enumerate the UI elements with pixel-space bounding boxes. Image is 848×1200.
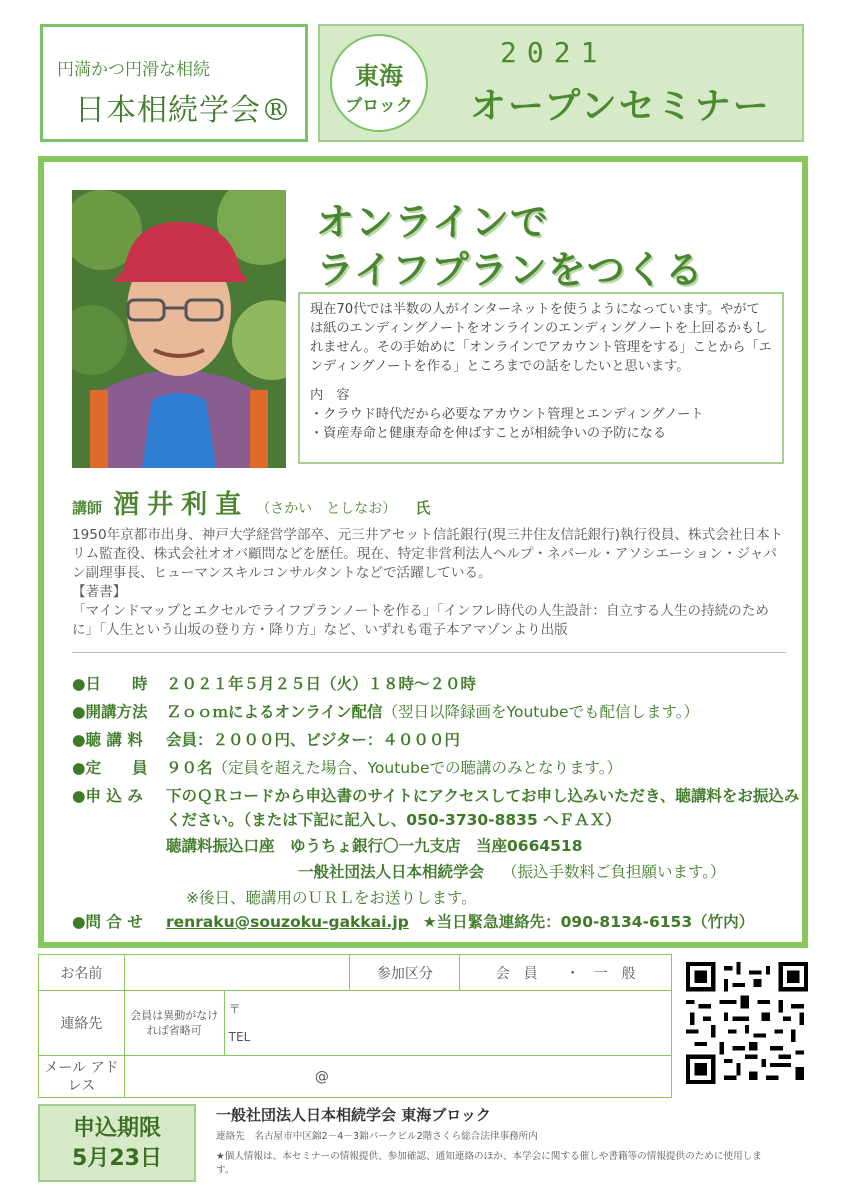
lecturer-photo	[72, 190, 286, 468]
email-label: メール アドレス	[39, 1056, 125, 1098]
capacity-note: （定員を超えた場合、Youtubeでの聴講のみとなります。）	[212, 759, 623, 777]
tel-label: TEL	[228, 1030, 251, 1044]
books-heading: 【著書】	[72, 584, 127, 600]
lecturer-kana: （さかい としなお）	[256, 501, 397, 517]
contact-field[interactable]	[224, 991, 671, 1056]
lecturer-name: 酒井利直	[113, 490, 250, 520]
contact-label: 連絡先	[39, 991, 125, 1056]
footer-address: 連絡先 名古屋市中区錦2－4－3錦パークビル2階さくら総合法律事務所内	[216, 1131, 538, 1142]
payee-name: 一般社団法人日本相続学会	[298, 863, 485, 881]
seminar-details-frame	[38, 156, 808, 948]
contact-note: 会員は異動がなければ省略可	[124, 991, 224, 1056]
category-options[interactable]: 会 員 ・ 一 般	[460, 955, 672, 991]
footer-organization: 一般社団法人日本相続学会 東海ブロック	[216, 1106, 491, 1124]
block-region: 東海	[355, 62, 403, 90]
info-fee	[72, 728, 802, 750]
name-label: お名前	[39, 955, 125, 991]
description-paragraph: 現在70代では半数の人がインターネットを使うようになっています。やがては紙のエンディングノートをオンラインのエンディングノートを上回るかもしれません。その手始めに「オンラインでアカウント管理をする」ことから「エンディングノートを作る」ところまでの話をしたいと思います。	[310, 302, 772, 374]
deadline-date: 5月23日	[72, 1146, 162, 1171]
method-value: Ｚｏｏｍによるオンライン配信	[166, 703, 383, 721]
category-label: 参加区分	[350, 955, 460, 991]
block-badge	[330, 34, 428, 132]
lecturer-portrait-image	[72, 190, 286, 468]
info-payee	[298, 860, 848, 882]
lecturer-honorific: 氏	[415, 499, 431, 517]
seminar-title-line2: ライフプランをつくる	[316, 248, 704, 292]
info-bank-account: 聴講料振込口座 ゆうちょ銀行〇一九支店 当座0664518	[166, 837, 583, 855]
lecturer-bio	[72, 526, 788, 640]
method-note: （翌日以降録画をYoutubeでも配信します。）	[382, 703, 700, 721]
email-field[interactable]	[124, 1056, 671, 1098]
lecturer-role: 講師	[72, 499, 103, 517]
application-deadline	[38, 1104, 196, 1182]
name-field[interactable]	[124, 955, 350, 991]
info-url-note	[186, 886, 848, 908]
apply-label: ●申 込 み	[72, 787, 143, 805]
seminar-heading: オープンセミナー	[470, 86, 771, 127]
deadline-label: 申込期限	[72, 1116, 161, 1141]
block-label: ブロック	[345, 96, 413, 116]
contact-email-link[interactable]: renraku@souzoku-gakkai.jp	[166, 913, 409, 931]
header-title-box	[318, 24, 804, 142]
payee-note: （振込手数料ご負担願います。）	[502, 863, 726, 881]
content-item: ・資産寿命と健康寿命を伸ばすことが相続争いの予防になる	[310, 426, 667, 441]
tagline: 円満かつ円滑な相続	[57, 60, 210, 80]
content-heading: 内 容	[310, 388, 350, 403]
at-mark: @	[314, 1068, 329, 1085]
info-apply	[72, 784, 802, 806]
capacity-label: ●定 員	[72, 759, 148, 777]
application-form	[38, 954, 672, 1098]
fee-value: 会員：２０００円、ビジター：４０００円	[166, 731, 460, 749]
info-date	[72, 672, 802, 694]
divider	[72, 652, 786, 653]
organization-name: 日本相続学会®	[75, 93, 292, 128]
header-logo-box	[40, 24, 308, 142]
postal-mark: 〒	[228, 1002, 241, 1016]
date-value: ２０２１年５月２５日（火）１８時～２０時	[166, 675, 477, 693]
content-item: ・クラウド時代だから必要なアカウント管理とエンディングノート	[310, 407, 704, 422]
emergency-contact: ★当日緊急連絡先：090-8134-6153（竹内）	[422, 913, 755, 931]
qr-code-icon	[686, 962, 808, 1084]
apply-line: 下のＱＲコードから申込書のサイトにアクセスしてお申し込みいただき、聴講料をお振込み	[166, 787, 800, 805]
privacy-note: ★個人情報は、本セミナーの情報提供、参加確認、通知連絡のほか、本学会に関する催しや書籍等の情報提供のために使用します。	[216, 1151, 762, 1176]
seminar-title	[316, 198, 704, 294]
contact-label: ●問 合 せ	[72, 913, 143, 931]
date-label: ●日 時	[72, 675, 148, 693]
info-contact	[72, 910, 802, 932]
info-method	[72, 700, 802, 722]
method-label: ●開講方法	[72, 703, 148, 721]
books-list: 「マインドマップとエクセルでライフプランノートを作る」「インフレ時代の人生設計：自立する人生の持続のために」「人生という山坂の登り方・降り方」など、いずれも電子本アマゾンより出版	[72, 603, 769, 638]
seminar-title-line1: オンラインで	[316, 200, 549, 244]
capacity-value: ９０名	[166, 759, 213, 777]
lecturer-heading	[72, 484, 430, 521]
seminar-year: 2021	[500, 36, 608, 69]
seminar-description	[298, 292, 784, 464]
fee-label: ●聴 講 料	[72, 731, 143, 749]
bio-text: 1950年京都市出身、神戸大学経営学部卒、元三井アセット信託銀行(現三井住友信託銀行)執行役員、株式会社日本トリム監査役、株式会社オオバ顧問などを歴任。現在、特定非営利法人ヘルプ・ネパール・アソシエーション・ジャパン副理事長、ヒューマンスキルコンサルタントなどで活躍している。	[72, 527, 784, 581]
application-qr-code[interactable]	[686, 962, 808, 1084]
url-note: ※後日、聴講用のＵＲＬをお送りします。	[186, 889, 477, 907]
info-apply-2: ください。（または下記に記入し、050-3730-8835 へＦＡＸ）	[166, 811, 621, 829]
info-capacity	[72, 756, 802, 778]
